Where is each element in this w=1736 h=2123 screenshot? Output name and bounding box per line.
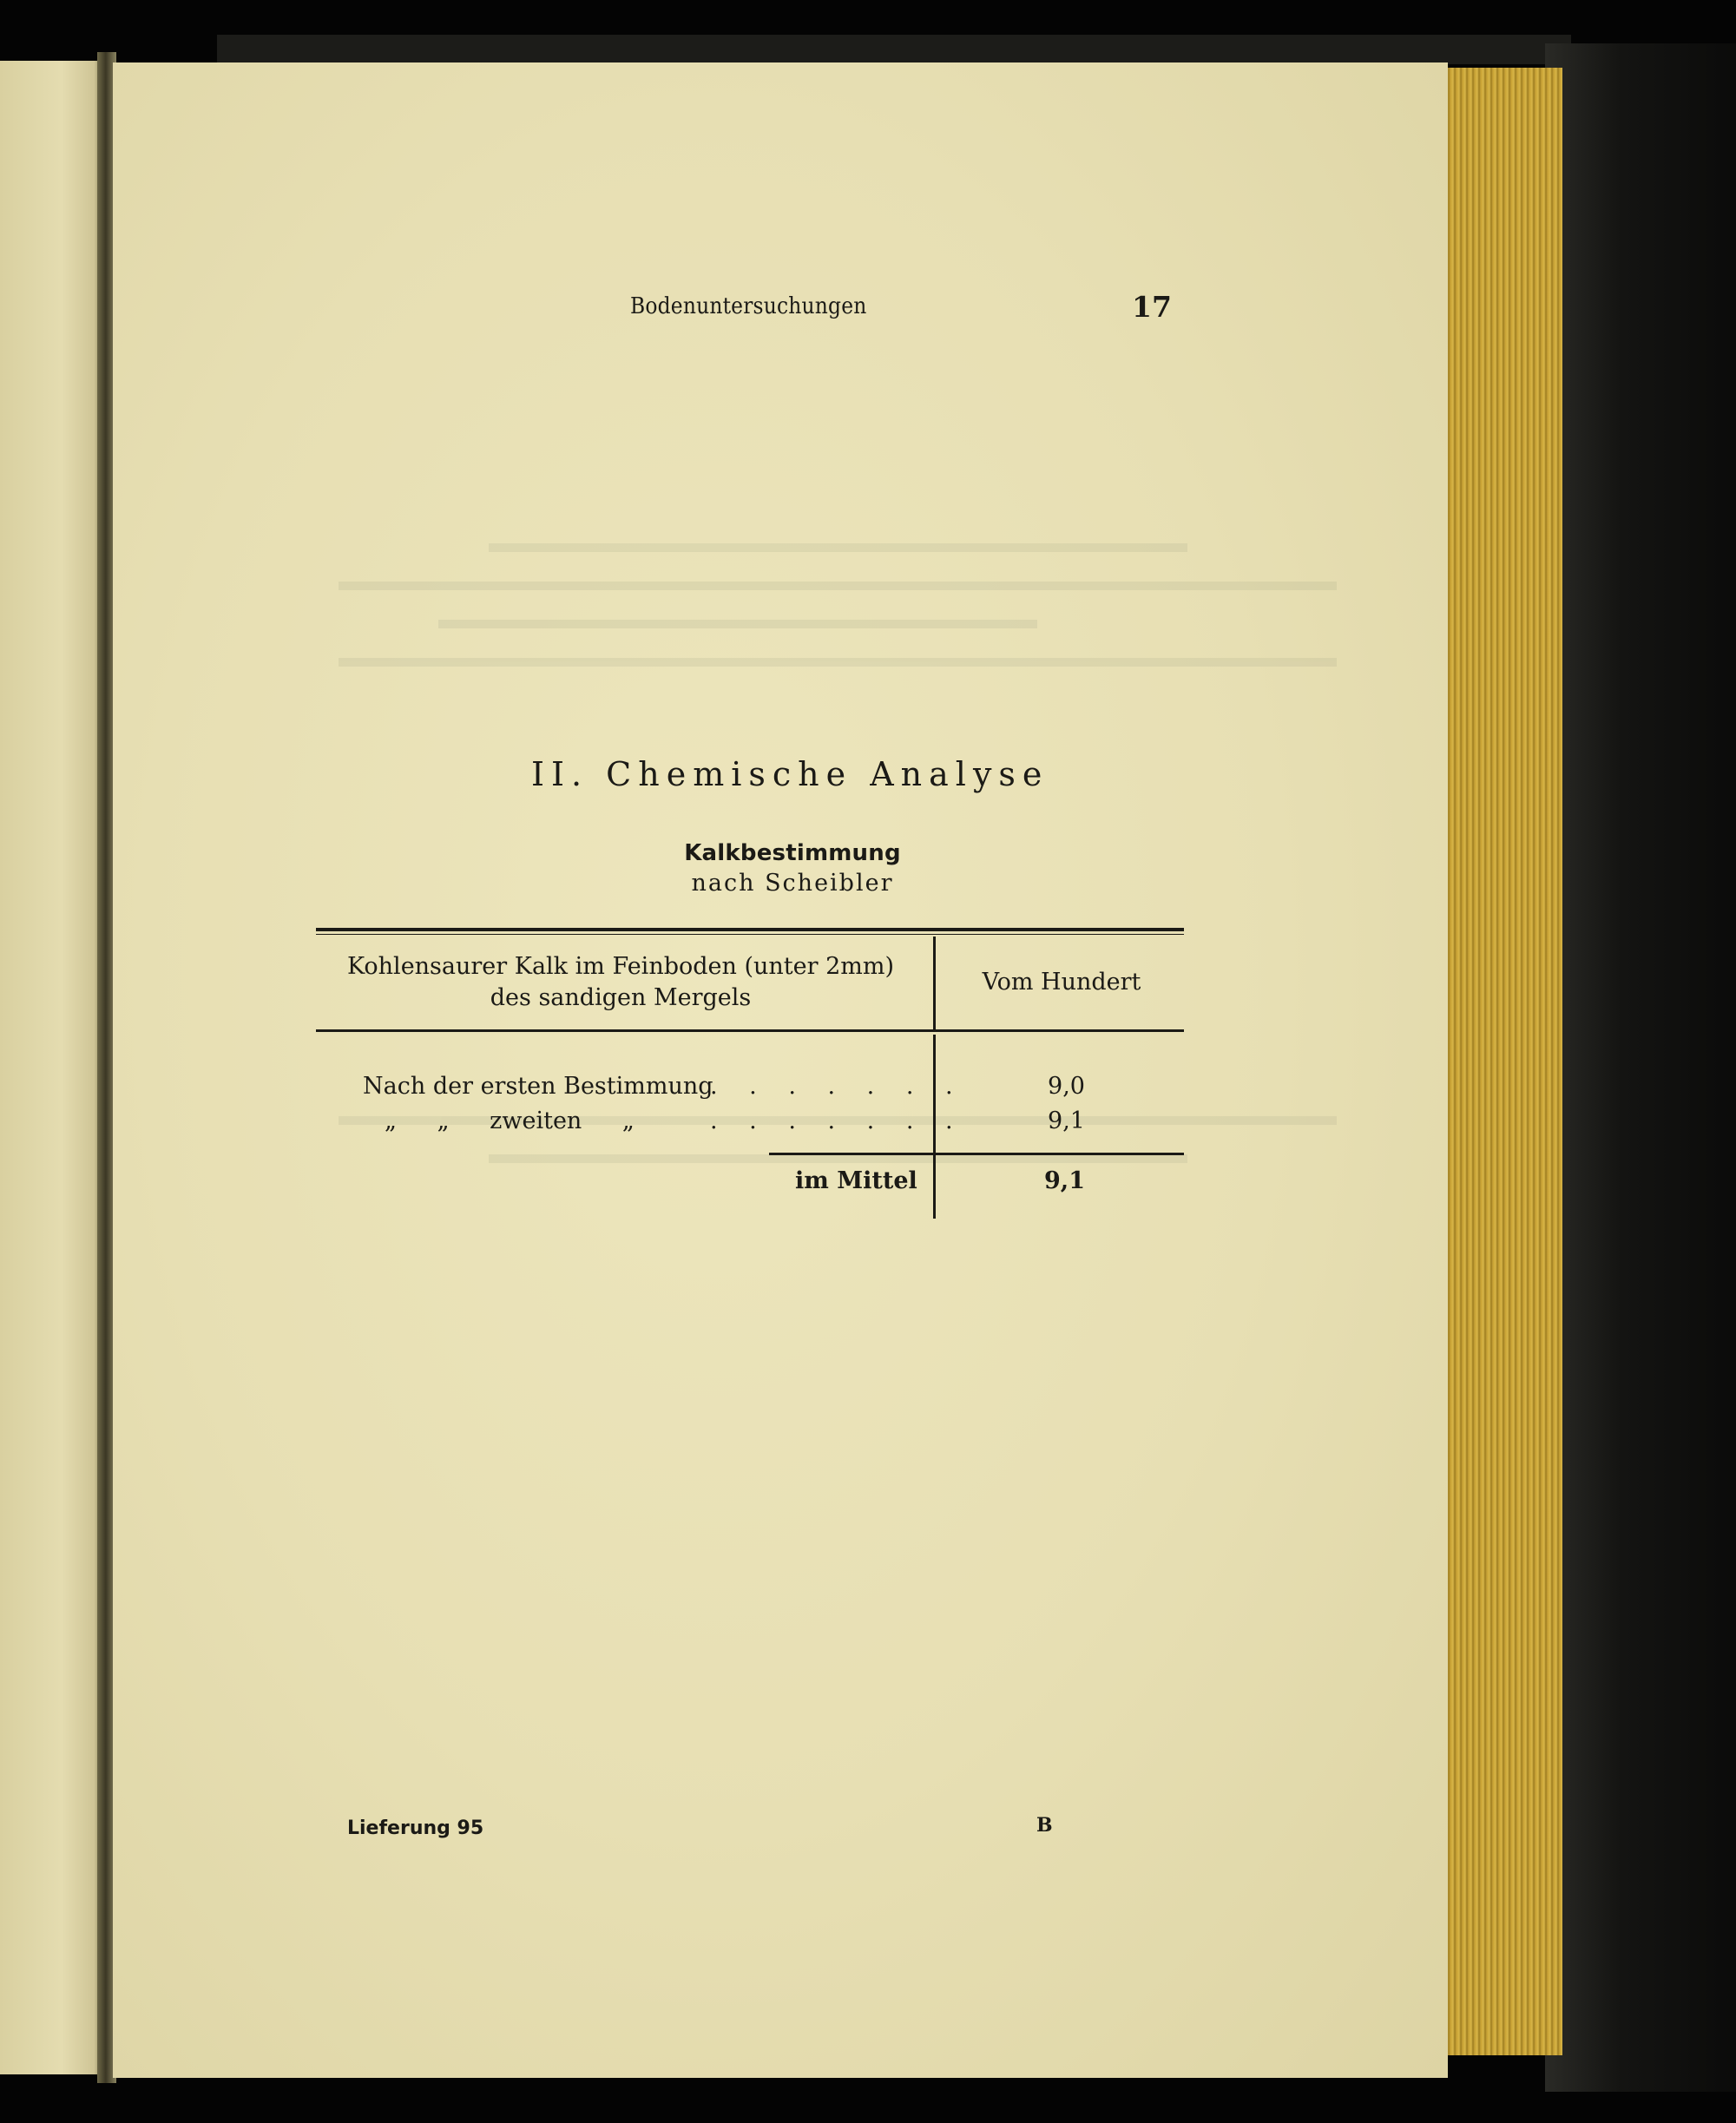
- table-top-rule-thin: [316, 934, 1184, 935]
- stacked-page-edges: [1443, 68, 1562, 2055]
- row-1-label: Nach der ersten Bestimmung: [363, 1073, 713, 1100]
- column-header-value: Vom Hundert: [982, 969, 1141, 996]
- sum-rule-right: [936, 1153, 1184, 1155]
- book-cover-top: [217, 35, 1571, 64]
- table-top-rule: [316, 928, 1184, 931]
- sum-rule-left: [769, 1153, 933, 1155]
- row-2-leaders: . . . . . . .: [710, 1108, 965, 1134]
- section-heading: II. Chemische Analyse: [531, 755, 1049, 793]
- previous-page-edge: [0, 61, 102, 2074]
- mean-label: im Mittel: [795, 1167, 917, 1194]
- book-page: [113, 62, 1448, 2078]
- column-header-description-line1: Kohlensaurer Kalk im Feinboden (unter 2mm): [346, 953, 895, 980]
- footer-signature: Lieferung 95: [347, 1817, 484, 1839]
- row-1-leaders: . . . . . . .: [710, 1073, 965, 1100]
- row-2-label: „ „ zweiten „: [385, 1108, 635, 1134]
- book-cover-binding: [1545, 43, 1736, 2092]
- footer-sheet-mark: B: [1036, 1814, 1053, 1837]
- header-divider-vertical: [933, 937, 936, 1030]
- row-1-value: 9,0: [1048, 1073, 1085, 1100]
- header-bottom-rule: [316, 1029, 1184, 1032]
- table-title: Kalkbestimmung: [684, 840, 901, 866]
- page-number: 17: [1132, 290, 1172, 324]
- mean-value: 9,1: [1044, 1167, 1085, 1194]
- column-header-description: [339, 951, 903, 1014]
- column-header-description-line2: des sandigen Mergels: [490, 984, 752, 1011]
- row-2-value: 9,1: [1048, 1108, 1085, 1134]
- running-head: Bodenuntersuchungen: [630, 293, 867, 319]
- table-subtitle: nach Scheibler: [691, 870, 894, 897]
